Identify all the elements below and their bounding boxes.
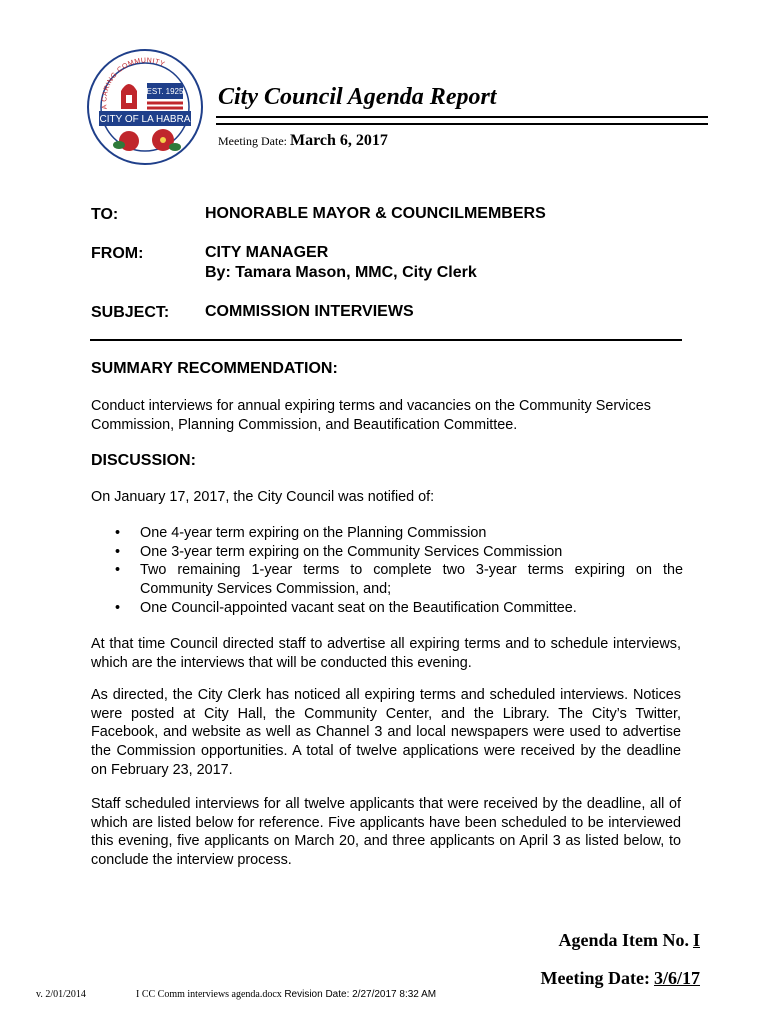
agenda-date-value: 3/6/17 xyxy=(653,968,700,988)
discussion-intro: On January 17, 2017, the City Council was notified of: xyxy=(91,489,435,505)
list-item: • One 3-year term expiring on the Community Services Commission xyxy=(115,543,563,560)
meeting-date-line xyxy=(218,132,388,150)
from-line-2: By: Tamara Mason, MMC, City Clerk xyxy=(205,264,477,281)
agenda-date-label: Meeting Date: xyxy=(540,968,650,988)
agenda-item-number xyxy=(558,930,700,951)
from-line-1: CITY MANAGER xyxy=(205,244,329,261)
agenda-item-label: Agenda Item No. xyxy=(558,930,689,950)
notice-list xyxy=(113,524,683,618)
discussion-paragraph-2: As directed, the City Clerk has noticed all expiring terms and scheduled interviews. Notices were posted at City Hall, the Community Center, and the Library. The City’s Twitter, Facebook, and website as well as Channel 3 and local newspapers were used to advertise the Commission opportunities. A total of twelve applications were received by the deadline on February 23, 2017. xyxy=(91,687,681,778)
meeting-date-label: Meeting Date: xyxy=(218,134,287,148)
agenda-item-value: I xyxy=(692,930,700,950)
to-value: HONORABLE MAYOR & COUNCILMEMBERS xyxy=(205,205,546,222)
list-item: • One 4-year term expiring on the Planning Commission xyxy=(115,525,487,541)
title-double-rule xyxy=(216,116,708,125)
subject-value: COMMISSION INTERVIEWS xyxy=(205,303,414,320)
summary-line-1: Conduct interviews for annual expiring terms and vacancies on the Community Services xyxy=(91,398,651,414)
header-divider xyxy=(90,339,682,341)
from-label: FROM: xyxy=(91,245,144,262)
list-item: • One Council-appointed vacant seat on the Beautification Committee. xyxy=(115,599,577,616)
seal-city-text: CITY OF LA HABRA xyxy=(99,114,191,125)
agenda-meeting-date xyxy=(541,968,700,989)
meeting-date-value: March 6, 2017 xyxy=(289,132,388,149)
to-label: TO: xyxy=(91,206,119,223)
report-title: City Council Agenda Report xyxy=(218,84,497,110)
bullet-icon: • xyxy=(115,599,121,616)
city-seal-logo xyxy=(85,47,205,167)
footer-filename: I CC Comm interviews agenda.docx xyxy=(136,989,282,1000)
seal-est-text: EST. 1925 xyxy=(146,87,184,96)
summary-heading: SUMMARY RECOMMENDATION: xyxy=(91,360,338,377)
summary-line-2: Commission, Planning Commission, and Beautification Committee. xyxy=(91,417,518,433)
discussion-paragraph-1: At that time Council directed staff to advertise all expiring terms and to schedule interviews, which are the interviews that will be conducted this evening. xyxy=(91,636,681,671)
footer-version: v. 2/01/2014 xyxy=(36,989,86,1000)
bullet-icon: • xyxy=(115,525,121,541)
bullet-icon: • xyxy=(115,543,121,560)
footer-revision: Revision Date: 2/27/2017 8:32 AM xyxy=(284,989,437,1000)
list-item: • Two remaining 1-year terms to complete two 3-year terms expiring on the Community Services Commission, and; xyxy=(115,562,683,598)
subject-label: SUBJECT: xyxy=(91,304,170,321)
seal-arc-text: A CARING COMMUNITY xyxy=(101,57,166,110)
footer-file-info xyxy=(136,989,436,1000)
discussion-heading: DISCUSSION: xyxy=(91,452,196,469)
discussion-paragraph-3: Staff scheduled interviews for all twelve applicants that were received by the deadline, all of which are listed below for reference. Five applicants have been scheduled to be interviewed this evening, five applicants on March 20, and three applicants on April 3 as listed below, to conclude the interview process. xyxy=(91,796,681,869)
bullet-icon: • xyxy=(115,562,121,579)
